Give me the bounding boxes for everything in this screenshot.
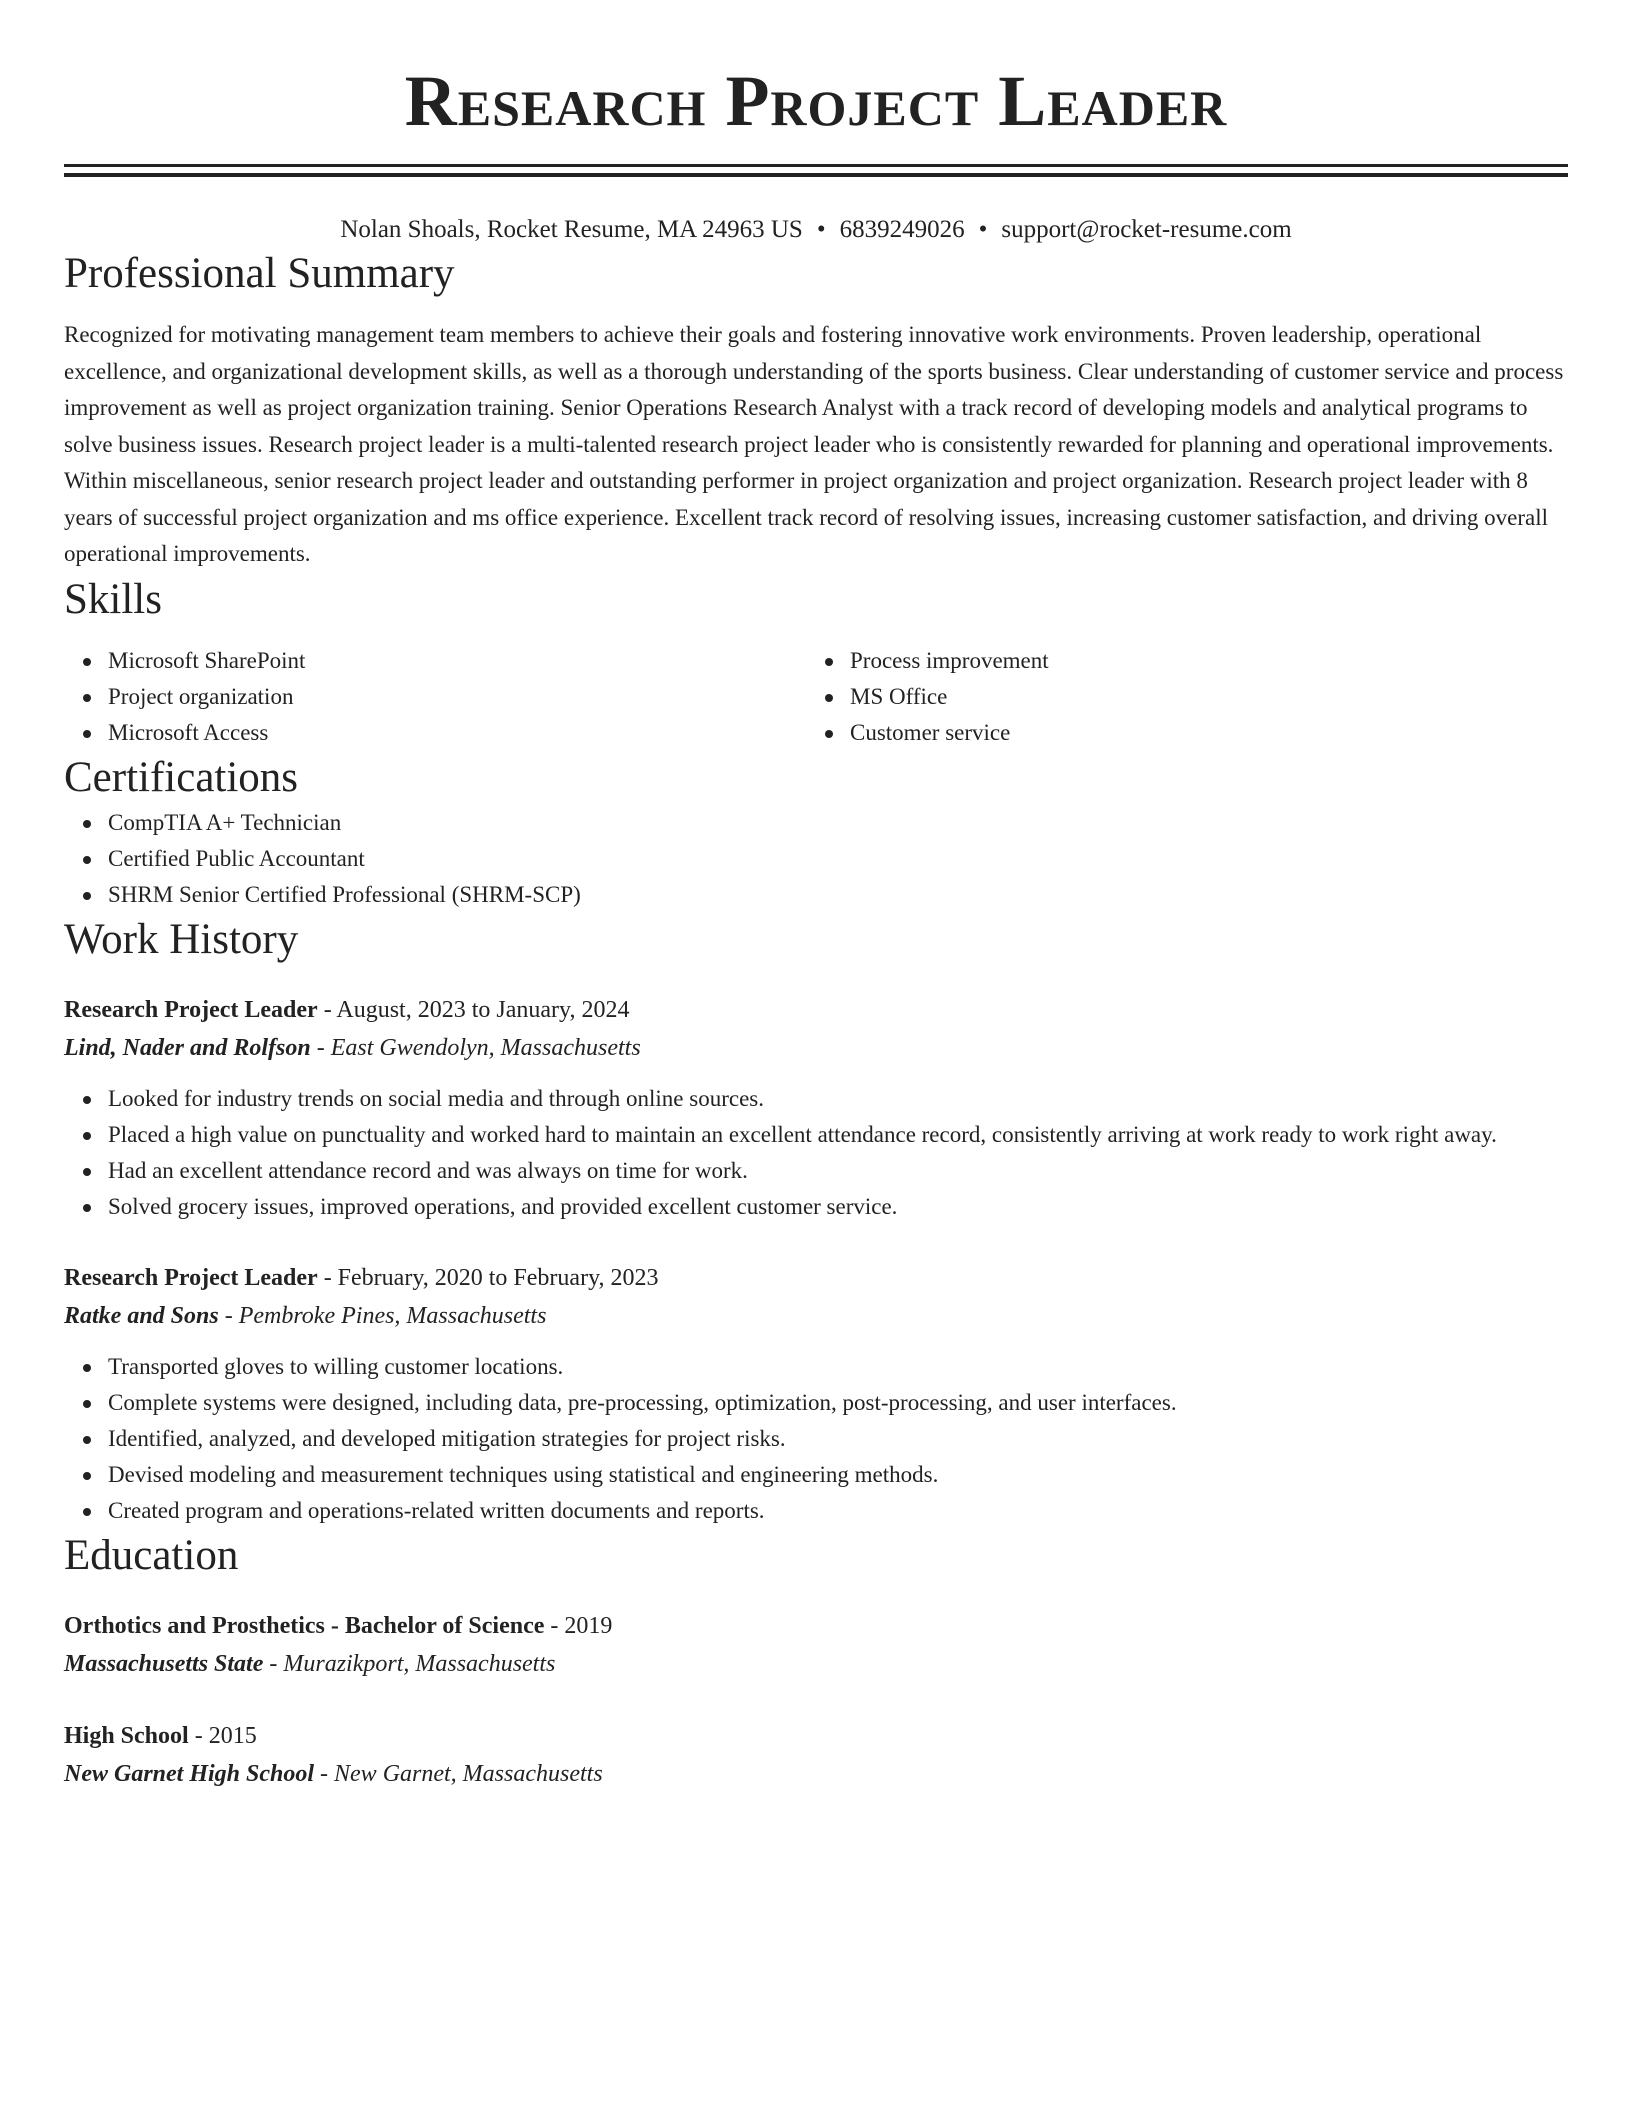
title-divider <box>64 164 1568 177</box>
education-degree: Orthotics and Prosthetics - Bachelor of Science <box>64 1612 545 1639</box>
job-bullet: Had an excellent attendance record and was always on time for work. <box>108 1153 1568 1189</box>
contact-line <box>64 213 1568 247</box>
job-location: - East Gwendolyn, Massachusetts <box>310 1034 641 1061</box>
contact-separator: • <box>816 216 826 243</box>
job-entry <box>64 1259 1568 1529</box>
job-bullet: Placed a high value on punctuality and worked hard to maintain an excellent attendance record, consistently arriving at work ready to work right away. <box>108 1117 1568 1153</box>
education-school-line <box>64 1645 1568 1683</box>
job-bullet: Identified, analyzed, and developed mitigation strategies for project risks. <box>108 1421 1568 1457</box>
section-heading-summary: Professional Summary <box>64 250 455 297</box>
skill-item: Project organization <box>108 679 806 715</box>
certification-item: SHRM Senior Certified Professional (SHRM-SCP) <box>108 877 1568 913</box>
job-dates: - February, 2020 to February, 2023 <box>317 1264 659 1291</box>
job-bullet: Solved grocery issues, improved operations, and provided excellent customer service. <box>108 1189 1568 1225</box>
education-year: - 2015 <box>188 1722 257 1749</box>
certifications-list <box>64 805 1568 913</box>
skills-column-left <box>64 643 806 751</box>
job-location: - Pembroke Pines, Massachusetts <box>218 1302 547 1329</box>
job-title-line <box>64 1259 1568 1297</box>
education-location: - Murazikport, Massachusetts <box>263 1650 556 1677</box>
job-bullet: Complete systems were designed, including data, pre-processing, optimization, post-processing, and user interfaces. <box>108 1385 1568 1421</box>
skill-item: MS Office <box>850 679 1568 715</box>
job-bullet: Looked for industry trends on social media and through online sources. <box>108 1081 1568 1117</box>
job-title-line <box>64 991 1568 1029</box>
contact-separator: • <box>978 216 988 243</box>
education-school: New Garnet High School <box>64 1760 315 1787</box>
divider-line-top <box>64 164 1568 167</box>
section-heading-work-history: Work History <box>64 915 299 963</box>
section-heading-education: Education <box>64 1531 239 1579</box>
job-company-line <box>64 1297 1568 1335</box>
job-bullet: Transported gloves to willing customer locations. <box>108 1349 1568 1385</box>
contact-email: support@rocket-resume.com <box>1001 216 1292 243</box>
education-entry <box>64 1607 1568 1683</box>
education-location: - New Garnet, Massachusetts <box>314 1760 603 1787</box>
skill-item: Microsoft Access <box>108 715 806 751</box>
education-year: - 2019 <box>544 1612 613 1639</box>
skill-item: Microsoft SharePoint <box>108 643 806 679</box>
education-school: Massachusetts State <box>64 1650 264 1677</box>
job-entry <box>64 991 1568 1225</box>
education-degree-line <box>64 1607 1568 1645</box>
section-heading-certifications: Certifications <box>64 753 299 801</box>
summary-text: Recognized for motivating management team members to achieve their goals and fostering innovative work environments. Proven leadership, operational excellence, and organizational development skills, as well as a thorough understanding of the sports business. Clear understanding of customer service and process improvement as well as project organization training. Senior Operations Research Analyst with a track record of developing models and analytical programs to solve business issues. Research project leader is a multi-talented research project leader who is consistently rewarded for planning and operational improvements. Within miscellaneous, senior research project leader and outstanding performer in project organization and project organization. Research project leader with 8 years of successful project organization and ms office experience. Excellent track record of resolving issues, increasing customer satisfaction, and driving overall operational improvements. <box>64 322 1564 566</box>
job-bullet: Created program and operations-related written documents and reports. <box>108 1493 1568 1529</box>
certification-item: Certified Public Accountant <box>108 841 1568 877</box>
job-role: Research Project Leader <box>64 1264 318 1291</box>
job-company-line <box>64 1029 1568 1067</box>
contact-phone: 6839249026 <box>839 216 965 243</box>
job-company: Ratke and Sons <box>64 1302 219 1329</box>
skills-grid <box>64 643 1568 751</box>
job-bullets <box>64 1081 1568 1225</box>
divider-line-bottom <box>64 173 1568 177</box>
skill-item: Customer service <box>850 715 1568 751</box>
education-school-line <box>64 1755 1568 1793</box>
education-degree-line <box>64 1717 1568 1755</box>
job-bullets <box>64 1349 1568 1529</box>
education-degree: High School <box>64 1722 189 1749</box>
job-company: Lind, Nader and Rolfson <box>64 1034 311 1061</box>
resume-title: Research Project Leader <box>404 61 1228 141</box>
job-bullet: Devised modeling and measurement techniques using statistical and engineering methods. <box>108 1457 1568 1493</box>
job-role: Research Project Leader <box>64 996 318 1023</box>
skill-item: Process improvement <box>850 643 1568 679</box>
skills-column-right <box>806 643 1568 751</box>
section-heading-skills: Skills <box>64 575 162 623</box>
certification-item: CompTIA A+ Technician <box>108 805 1568 841</box>
education-entry <box>64 1717 1568 1793</box>
job-dates: - August, 2023 to January, 2024 <box>317 996 630 1023</box>
contact-address: Nolan Shoals, Rocket Resume, MA 24963 US <box>340 216 803 243</box>
